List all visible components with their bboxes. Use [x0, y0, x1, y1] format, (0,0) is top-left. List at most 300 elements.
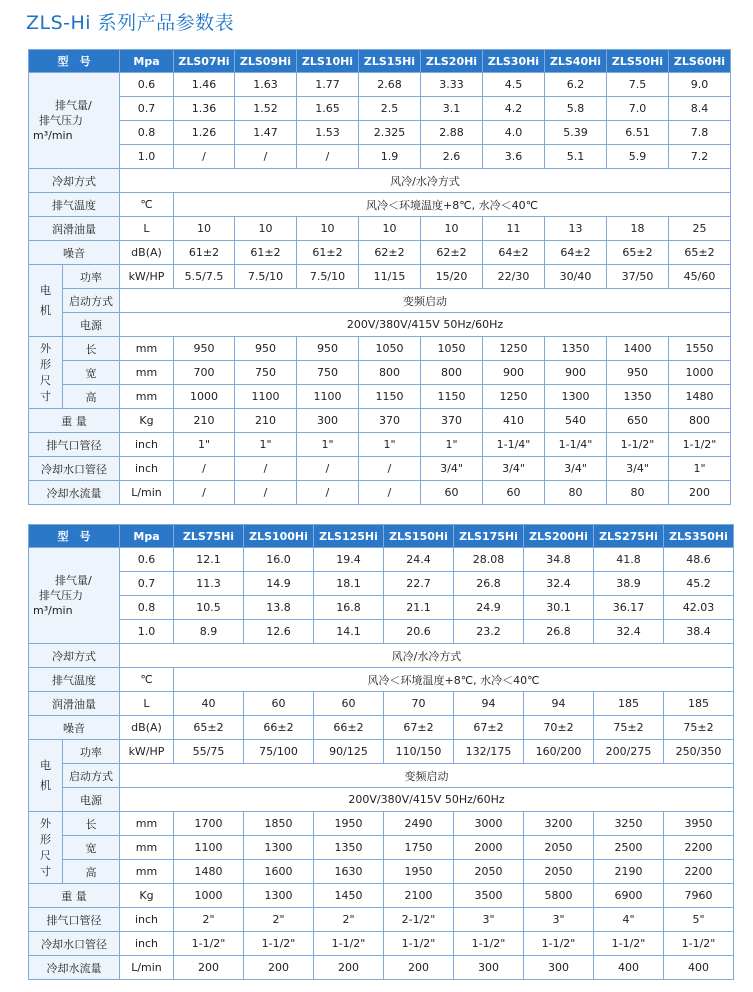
value-cell: 75±2	[594, 716, 664, 740]
value-cell: 200	[174, 956, 244, 980]
value-cell: 1100	[297, 385, 359, 409]
value-cell: 800	[669, 409, 731, 433]
value-cell: 2500	[594, 836, 664, 860]
value-cell: 1.53	[297, 121, 359, 145]
supply-value: 200V/380V/415V 50Hz/60Hz	[120, 788, 734, 812]
noise-unit: dB(A)	[120, 241, 174, 265]
value-cell: 26.8	[524, 620, 594, 644]
value-cell: 1-1/2"	[524, 932, 594, 956]
value-cell: 26.8	[454, 572, 524, 596]
model-name-header: ZLS20Hi	[421, 50, 483, 73]
model-name-header: ZLS50Hi	[607, 50, 669, 73]
value-cell: 1-1/2"	[314, 932, 384, 956]
value-cell: 900	[545, 361, 607, 385]
value-cell: 36.17	[594, 596, 664, 620]
dims-label-char: 寸	[40, 864, 51, 878]
value-cell: 1-1/2"	[384, 932, 454, 956]
value-cell: 42.03	[664, 596, 734, 620]
flow-label-line: 排气量/	[55, 574, 92, 587]
cooling-row	[29, 644, 734, 668]
value-cell: 2200	[664, 836, 734, 860]
value-cell: /	[359, 481, 421, 505]
value-cell: 1"	[359, 433, 421, 457]
value-cell: 10.5	[174, 596, 244, 620]
supply-value: 200V/380V/415V 50Hz/60Hz	[120, 313, 731, 337]
value-cell: 1-1/2"	[454, 932, 524, 956]
value-cell: 1"	[235, 433, 297, 457]
value-cell: 1-1/2"	[594, 932, 664, 956]
value-cell: 2050	[524, 836, 594, 860]
value-cell: 400	[664, 956, 734, 980]
supply-label: 电源	[63, 788, 120, 812]
noise-label: 噪音	[29, 716, 120, 740]
value-cell: 1-1/2"	[607, 433, 669, 457]
oil-unit: L	[120, 692, 174, 716]
value-cell: 12.1	[174, 548, 244, 572]
model-name-header: ZLS175Hi	[454, 525, 524, 548]
value-cell: 1"	[297, 433, 359, 457]
value-cell: 1850	[244, 812, 314, 836]
value-cell: 9.0	[669, 73, 731, 97]
value-cell: 200	[244, 956, 314, 980]
model-name-header: ZLS07Hi	[174, 50, 235, 73]
value-cell: 3250	[594, 812, 664, 836]
flow-row	[29, 572, 734, 596]
value-cell: 1100	[235, 385, 297, 409]
value-cell: 5800	[524, 884, 594, 908]
outlet-label: 排气口管径	[29, 433, 120, 457]
water_pipe-label: 冷却水口管径	[29, 932, 120, 956]
dims-label-char: 尺	[40, 373, 51, 387]
value-cell: 1-1/2"	[669, 433, 731, 457]
value-cell: 1300	[244, 884, 314, 908]
water_flow-unit: L/min	[120, 481, 174, 505]
supply-label: 电源	[63, 313, 120, 337]
oil-row	[29, 217, 731, 241]
value-cell: 28.08	[454, 548, 524, 572]
value-cell: /	[174, 481, 235, 505]
temp-label: 排气温度	[29, 193, 120, 217]
pressure-cell: 0.8	[120, 121, 174, 145]
value-cell: 41.8	[594, 548, 664, 572]
value-cell: 14.9	[244, 572, 314, 596]
noise-row	[29, 716, 734, 740]
value-cell: /	[297, 145, 359, 169]
value-cell: 4.2	[483, 97, 545, 121]
flow-label-line: m³/min	[33, 129, 73, 142]
value-cell: 75±2	[664, 716, 734, 740]
value-cell: 3950	[664, 812, 734, 836]
value-cell: 24.4	[384, 548, 454, 572]
model-header: 型 号	[29, 50, 120, 73]
value-cell: 1000	[174, 385, 235, 409]
start-label: 启动方式	[63, 764, 120, 788]
value-cell: 3200	[524, 812, 594, 836]
value-cell: 6.2	[545, 73, 607, 97]
value-cell: 10	[297, 217, 359, 241]
value-cell: 23.2	[454, 620, 524, 644]
weight-unit: Kg	[120, 409, 174, 433]
value-cell: 250/350	[664, 740, 734, 764]
pressure-cell: 1.0	[120, 145, 174, 169]
weight-row	[29, 884, 734, 908]
width-label: 宽	[63, 836, 120, 860]
model-name-header: ZLS60Hi	[669, 50, 731, 73]
value-cell: 5.5/7.5	[174, 265, 235, 289]
value-cell: 1000	[174, 884, 244, 908]
value-cell: 1.52	[235, 97, 297, 121]
value-cell: 1.65	[297, 97, 359, 121]
value-cell: 3.1	[421, 97, 483, 121]
dims-row	[29, 860, 734, 884]
value-cell: /	[235, 457, 297, 481]
value-cell: 94	[454, 692, 524, 716]
value-cell: 185	[664, 692, 734, 716]
value-cell: 650	[607, 409, 669, 433]
pressure-cell: 1.0	[120, 620, 174, 644]
value-cell: 14.1	[314, 620, 384, 644]
value-cell: 110/150	[384, 740, 454, 764]
value-cell: /	[297, 481, 359, 505]
value-cell: 1"	[421, 433, 483, 457]
value-cell: 66±2	[314, 716, 384, 740]
value-cell: 13	[545, 217, 607, 241]
power-unit: kW/HP	[120, 265, 174, 289]
power-unit: kW/HP	[120, 740, 174, 764]
value-cell: 61±2	[235, 241, 297, 265]
value-cell: /	[235, 481, 297, 505]
oil-row	[29, 692, 734, 716]
flow-label	[29, 548, 120, 644]
water_flow-label: 冷却水流量	[29, 481, 120, 505]
pressure-cell: 0.7	[120, 97, 174, 121]
value-cell: 65±2	[607, 241, 669, 265]
value-cell: 37/50	[607, 265, 669, 289]
power-label: 功率	[63, 265, 120, 289]
water_pipe-row	[29, 932, 734, 956]
value-cell: 30.1	[524, 596, 594, 620]
value-cell: 5.9	[607, 145, 669, 169]
value-cell: 3500	[454, 884, 524, 908]
noise-row	[29, 241, 731, 265]
length-label: 长	[63, 337, 120, 361]
dims-label-char: 外	[40, 341, 51, 355]
value-cell: 2.325	[359, 121, 421, 145]
height-label: 高	[63, 860, 120, 884]
value-cell: /	[174, 457, 235, 481]
value-cell: 950	[235, 337, 297, 361]
value-cell: 70	[384, 692, 454, 716]
value-cell: 300	[297, 409, 359, 433]
water_pipe-row	[29, 457, 731, 481]
value-cell: 16.0	[244, 548, 314, 572]
motor-start-row	[29, 289, 731, 313]
value-cell: 13.8	[244, 596, 314, 620]
dims-row	[29, 836, 734, 860]
value-cell: 1480	[174, 860, 244, 884]
value-cell: 65±2	[669, 241, 731, 265]
length-label: 长	[63, 812, 120, 836]
value-cell: 65±2	[174, 716, 244, 740]
value-cell: 7.5/10	[297, 265, 359, 289]
value-cell: 67±2	[454, 716, 524, 740]
value-cell: 410	[483, 409, 545, 433]
motor-label	[29, 740, 63, 812]
value-cell: 38.9	[594, 572, 664, 596]
value-cell: 3/4"	[421, 457, 483, 481]
model-name-header: ZLS100Hi	[244, 525, 314, 548]
value-cell: 90/125	[314, 740, 384, 764]
dims-label-char: 形	[40, 357, 51, 371]
flow-row	[29, 145, 731, 169]
value-cell: /	[174, 145, 235, 169]
value-cell: 7.5	[607, 73, 669, 97]
water_flow-row	[29, 956, 734, 980]
value-cell: 70±2	[524, 716, 594, 740]
value-cell: 1150	[359, 385, 421, 409]
value-cell: /	[297, 457, 359, 481]
model-name-header: ZLS275Hi	[594, 525, 664, 548]
temp-value: 风冷＜环境温度+8℃, 水冷＜40℃	[174, 193, 731, 217]
spec-table-2	[28, 524, 734, 980]
value-cell: 7960	[664, 884, 734, 908]
value-cell: 2.5	[359, 97, 421, 121]
value-cell: 1350	[607, 385, 669, 409]
value-cell: 40	[174, 692, 244, 716]
cooling-value: 风冷/水冷方式	[120, 169, 731, 193]
value-cell: 2.88	[421, 121, 483, 145]
value-cell: 1250	[483, 385, 545, 409]
height-unit: mm	[120, 860, 174, 884]
value-cell: 210	[174, 409, 235, 433]
value-cell: 6.51	[607, 121, 669, 145]
height-label: 高	[63, 385, 120, 409]
start-label: 启动方式	[63, 289, 120, 313]
motor-supply-row	[29, 788, 734, 812]
dims-row	[29, 385, 731, 409]
cooling-row	[29, 169, 731, 193]
header-row	[29, 525, 734, 548]
water_pipe-label: 冷却水口管径	[29, 457, 120, 481]
spec-table-1	[28, 49, 731, 505]
noise-label: 噪音	[29, 241, 120, 265]
value-cell: 61±2	[174, 241, 235, 265]
value-cell: 7.2	[669, 145, 731, 169]
flow-row	[29, 620, 734, 644]
value-cell: 4.5	[483, 73, 545, 97]
weight-label: 重 量	[29, 409, 120, 433]
value-cell: 1.26	[174, 121, 235, 145]
water_pipe-unit: inch	[120, 457, 174, 481]
value-cell: 1"	[669, 457, 731, 481]
value-cell: 540	[545, 409, 607, 433]
value-cell: 1400	[607, 337, 669, 361]
value-cell: 66±2	[244, 716, 314, 740]
unit-header: Mpa	[120, 525, 174, 548]
value-cell: 950	[607, 361, 669, 385]
motor-power-row	[29, 265, 731, 289]
value-cell: 160/200	[524, 740, 594, 764]
model-name-header: ZLS75Hi	[174, 525, 244, 548]
value-cell: 400	[594, 956, 664, 980]
value-cell: 18	[607, 217, 669, 241]
value-cell: 200	[669, 481, 731, 505]
value-cell: 10	[235, 217, 297, 241]
value-cell: 800	[421, 361, 483, 385]
value-cell: 1350	[314, 836, 384, 860]
value-cell: 8.9	[174, 620, 244, 644]
value-cell: 200	[384, 956, 454, 980]
value-cell: 21.1	[384, 596, 454, 620]
model-name-header: ZLS40Hi	[545, 50, 607, 73]
value-cell: 200/275	[594, 740, 664, 764]
value-cell: 24.9	[454, 596, 524, 620]
value-cell: 64±2	[545, 241, 607, 265]
oil-unit: L	[120, 217, 174, 241]
dims-label-char: 形	[40, 832, 51, 846]
value-cell: /	[359, 457, 421, 481]
outlet-label: 排气口管径	[29, 908, 120, 932]
dims-label-char: 尺	[40, 848, 51, 862]
value-cell: 62±2	[421, 241, 483, 265]
flow-label-line: 排气压力	[39, 114, 83, 127]
value-cell: 22/30	[483, 265, 545, 289]
value-cell: 61±2	[297, 241, 359, 265]
flow-row	[29, 97, 731, 121]
value-cell: 1630	[314, 860, 384, 884]
value-cell: 20.6	[384, 620, 454, 644]
dims-row	[29, 361, 731, 385]
value-cell: 11.3	[174, 572, 244, 596]
oil-label: 润滑油量	[29, 217, 120, 241]
dims-label	[29, 337, 63, 409]
value-cell: 800	[359, 361, 421, 385]
model-name-header: ZLS350Hi	[664, 525, 734, 548]
value-cell: 5.1	[545, 145, 607, 169]
water_flow-row	[29, 481, 731, 505]
value-cell: 5"	[664, 908, 734, 932]
value-cell: 750	[235, 361, 297, 385]
value-cell: 5.8	[545, 97, 607, 121]
value-cell: 38.4	[664, 620, 734, 644]
outlet-unit: inch	[120, 433, 174, 457]
value-cell: 1100	[174, 836, 244, 860]
pressure-cell: 0.7	[120, 572, 174, 596]
value-cell: 2050	[454, 860, 524, 884]
value-cell: /	[235, 145, 297, 169]
value-cell: 1.46	[174, 73, 235, 97]
value-cell: 900	[483, 361, 545, 385]
unit-header: Mpa	[120, 50, 174, 73]
value-cell: 7.0	[607, 97, 669, 121]
value-cell: 16.8	[314, 596, 384, 620]
value-cell: 2190	[594, 860, 664, 884]
value-cell: 80	[545, 481, 607, 505]
value-cell: 22.7	[384, 572, 454, 596]
value-cell: 1600	[244, 860, 314, 884]
value-cell: 1.36	[174, 97, 235, 121]
pressure-cell: 0.6	[120, 73, 174, 97]
width-unit: mm	[120, 361, 174, 385]
value-cell: 2100	[384, 884, 454, 908]
water_pipe-unit: inch	[120, 932, 174, 956]
value-cell: 1250	[483, 337, 545, 361]
value-cell: 2.68	[359, 73, 421, 97]
weight-label: 重 量	[29, 884, 120, 908]
value-cell: 67±2	[384, 716, 454, 740]
value-cell: 1-1/2"	[174, 932, 244, 956]
value-cell: 1-1/2"	[244, 932, 314, 956]
value-cell: 1.47	[235, 121, 297, 145]
value-cell: 30/40	[545, 265, 607, 289]
outlet-row	[29, 908, 734, 932]
power-label: 功率	[63, 740, 120, 764]
dims-label	[29, 812, 63, 884]
page-title: ZLS-Hi 系列产品参数表	[26, 12, 235, 34]
value-cell: 60	[421, 481, 483, 505]
value-cell: 7.5/10	[235, 265, 297, 289]
value-cell: 1050	[359, 337, 421, 361]
flow-row	[29, 596, 734, 620]
start-value: 变频启动	[120, 289, 731, 313]
value-cell: 3.33	[421, 73, 483, 97]
weight-unit: Kg	[120, 884, 174, 908]
value-cell: 60	[244, 692, 314, 716]
value-cell: 4"	[594, 908, 664, 932]
value-cell: 4.0	[483, 121, 545, 145]
value-cell: 300	[454, 956, 524, 980]
flow-label	[29, 73, 120, 169]
model-name-header: ZLS15Hi	[359, 50, 421, 73]
value-cell: 2200	[664, 860, 734, 884]
value-cell: 45.2	[664, 572, 734, 596]
value-cell: 2490	[384, 812, 454, 836]
length-unit: mm	[120, 337, 174, 361]
value-cell: 3/4"	[607, 457, 669, 481]
value-cell: 2"	[314, 908, 384, 932]
model-name-header: ZLS200Hi	[524, 525, 594, 548]
flow-label-line: 排气压力	[39, 589, 83, 602]
value-cell: 8.4	[669, 97, 731, 121]
dims-row	[29, 812, 734, 836]
outlet-unit: inch	[120, 908, 174, 932]
value-cell: 1450	[314, 884, 384, 908]
value-cell: 11	[483, 217, 545, 241]
temp-unit: ℃	[120, 193, 174, 217]
value-cell: 210	[235, 409, 297, 433]
temp-row	[29, 193, 731, 217]
value-cell: 1150	[421, 385, 483, 409]
value-cell: 2000	[454, 836, 524, 860]
value-cell: 700	[174, 361, 235, 385]
value-cell: 3"	[454, 908, 524, 932]
header-row	[29, 50, 731, 73]
value-cell: 1700	[174, 812, 244, 836]
value-cell: 1350	[545, 337, 607, 361]
motor-label	[29, 265, 63, 337]
value-cell: 1050	[421, 337, 483, 361]
value-cell: 300	[524, 956, 594, 980]
flow-label-line: m³/min	[33, 604, 73, 617]
value-cell: 11/15	[359, 265, 421, 289]
value-cell: 15/20	[421, 265, 483, 289]
value-cell: 32.4	[524, 572, 594, 596]
flow-row	[29, 548, 734, 572]
width-label: 宽	[63, 361, 120, 385]
outlet-row	[29, 433, 731, 457]
temp-row	[29, 668, 734, 692]
temp-unit: ℃	[120, 668, 174, 692]
